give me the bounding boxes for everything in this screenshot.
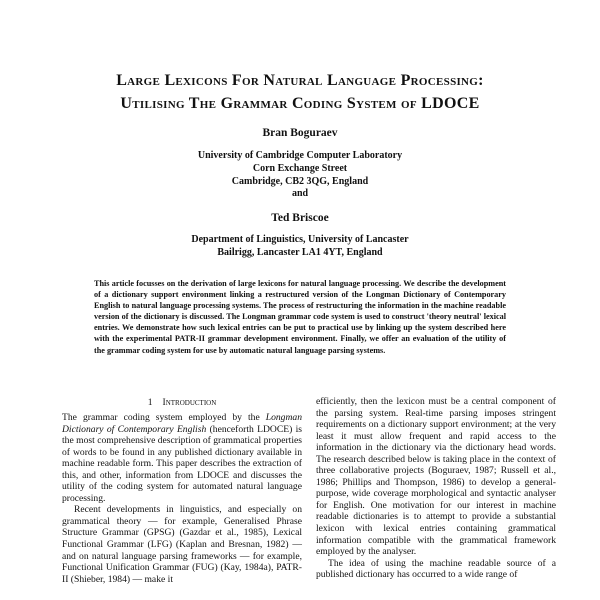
and-separator: and <box>291 188 309 199</box>
paper-title-line-1: Large Lexicons For Natural Language Processing: <box>116 72 484 89</box>
author-name: Bran Boguraev <box>262 127 338 139</box>
affiliation-line: University of Cambridge Computer Laboratory <box>197 150 403 161</box>
author-name: Ted Briscoe <box>271 212 329 224</box>
abstract: This article focusses on the derivation of large lexicons for natural language processing. We describe the development of a dictionary support environment linking a restructured version of the Longman Dictionary of Contemporary English to natural language processing systems. The process of restructuring the information in the machine readable version of the dictionary is discussed. The Longman grammar code system is used to construct 'theory neutral' lexical entries. We demonstrate how such lexical entries can be put to practical use by linking up the system described here with the experimental PATR-II grammar development environment. Finally, we offer an evaluation of the utility of the grammar coding system for use by automatic natural language parsing systems. <box>94 279 506 355</box>
section-title: Introduction <box>162 397 217 408</box>
left-column <box>62 396 302 585</box>
paragraph: Recent developments in linguistics, and especially on grammatical theory — for example, Generalised Phrase Structure Grammar (GPSG) (Gazdar et al., 1985), Lexical Functional Grammar (LFG) (Kaplan and Bresnan, 1982) — and on natural language parsing frameworks — for example, Functional Unification Grammar (FUG) (Kay, 1984a), PATR-II (Shieber, 1984) — make it <box>62 504 302 585</box>
right-column <box>316 396 556 581</box>
affiliation-line: Department of Linguistics, University of Lancaster <box>191 234 409 245</box>
affiliation-line: Bailrigg, Lancaster LA1 4YT, England <box>217 247 383 258</box>
affiliation-line: Cambridge, CB2 3QG, England <box>231 176 369 187</box>
author-block-2 <box>0 211 600 259</box>
affiliation-line: Corn Exchange Street <box>252 163 348 174</box>
paper-title-line-2: Utilising The Grammar Coding System of LDOCE <box>120 95 480 112</box>
author-block-1 <box>0 126 600 200</box>
paragraph: efficiently, then the lexicon must be a central component of the parsing system. Real-time parsing imposes stringent requirements on a dictionary support environment; at the very least it must allow frequent and rapid access to the information in the dictionary via the dictionary head words. The research described below is taking place in the context of three collaborative projects (Boguraev, 1987; Russell et al., 1986; Phillips and Thompson, 1986) to develop a general-purpose, wide coverage morphological and syntactic analyser for English. One motivation for our interest in machine readable dictionaries is to attempt to provide a substantial lexicon with lexical entries containing grammatical information compatible with the grammatical framework employed by the analyser. <box>316 396 556 558</box>
paragraph: The grammar coding system employed by the Longman Dictionary of Contemporary English (henceforth LDOCE) is the most comprehensive description of grammatical properties of words to be found in any published dictionary available in machine readable form. This paper describes the extraction of this, and other, information from LDOCE and discusses the utility of the coding system for automated natural language processing. <box>62 412 303 504</box>
section-heading <box>62 396 302 410</box>
paragraph: The idea of using the machine readable source of a published dictionary has occurred to a wide range of <box>316 557 556 581</box>
section-number: 1 <box>147 397 153 408</box>
dictionary-title: Longman Dictionary of Contemporary English <box>62 412 302 435</box>
